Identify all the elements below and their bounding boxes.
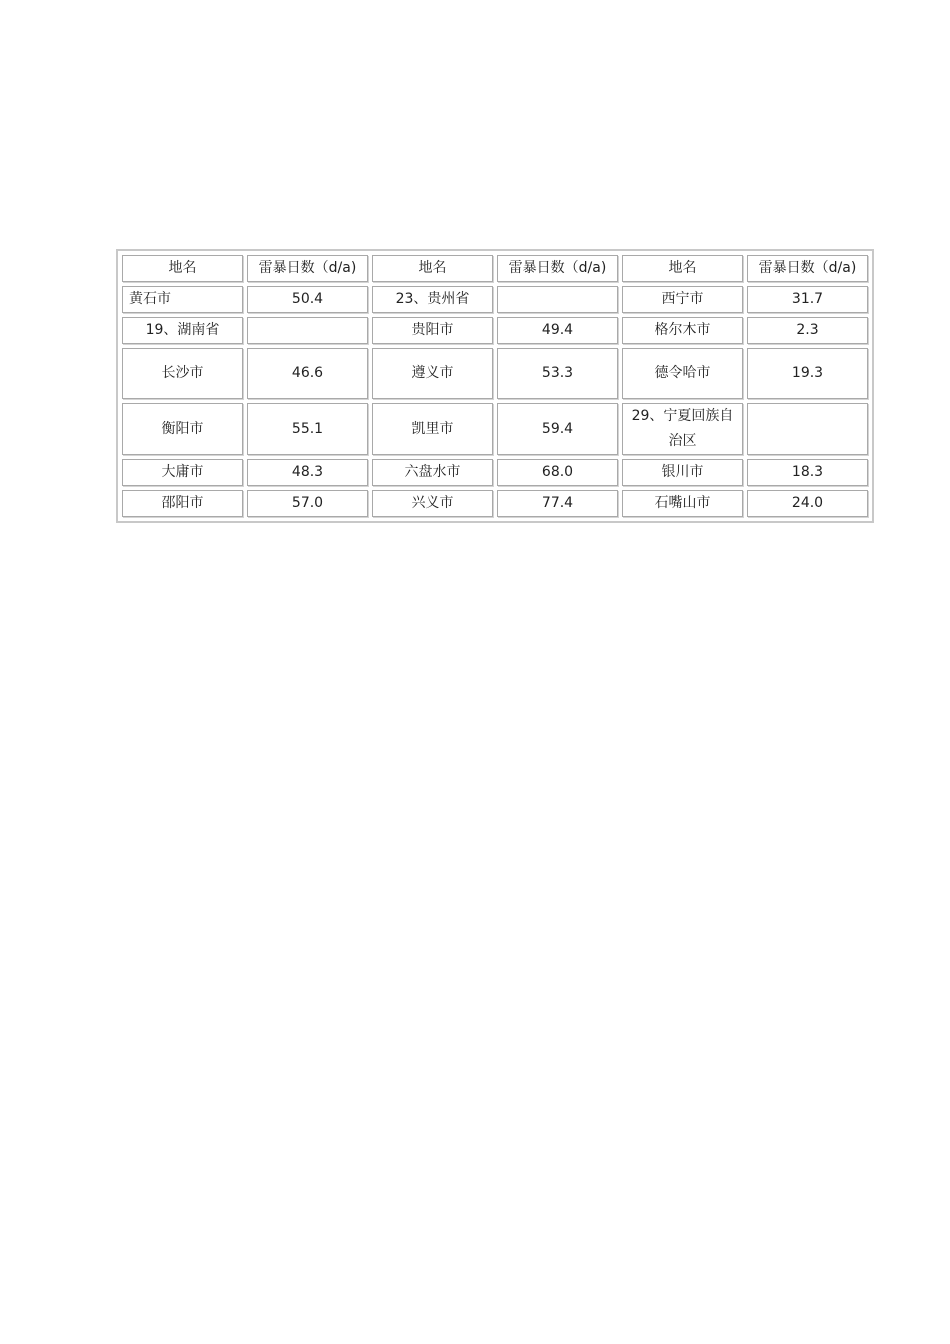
thunder-days-cell: 48.3 bbox=[247, 459, 368, 486]
table-row bbox=[122, 317, 868, 344]
thunder-days-cell: 57.0 bbox=[247, 490, 368, 517]
header-cell: 地名 bbox=[122, 255, 243, 282]
table-row bbox=[122, 459, 868, 486]
place-name-cell: 石嘴山市 bbox=[622, 490, 743, 517]
thunder-days-cell: 59.4 bbox=[497, 403, 618, 455]
place-name-cell: 六盘水市 bbox=[372, 459, 493, 486]
place-name-cell bbox=[122, 286, 243, 313]
thunderstorm-days-table bbox=[116, 249, 874, 523]
place-name-cell: 29、宁夏回族自治区 bbox=[622, 403, 743, 455]
table-row bbox=[122, 348, 868, 399]
place-name-cell: 邵阳市 bbox=[122, 490, 243, 517]
table-row bbox=[122, 403, 868, 455]
header-cell: 地名 bbox=[372, 255, 493, 282]
thunder-days-cell: 53.3 bbox=[497, 348, 618, 399]
table-body bbox=[122, 255, 868, 517]
thunder-days-cell: 68.0 bbox=[497, 459, 618, 486]
header-cell: 雷暴日数（d/a) bbox=[497, 255, 618, 282]
table-row bbox=[122, 286, 868, 313]
table-header-row bbox=[122, 255, 868, 282]
thunder-days-cell: 46.6 bbox=[247, 348, 368, 399]
header-cell: 雷暴日数（d/a) bbox=[747, 255, 868, 282]
place-name-cell: 凯里市 bbox=[372, 403, 493, 455]
thunder-days-cell bbox=[497, 286, 618, 313]
section-label: 黄石市 bbox=[129, 291, 171, 307]
place-name-cell: 遵义市 bbox=[372, 348, 493, 399]
place-name-cell: 23、贵州省 bbox=[372, 286, 493, 313]
header-cell: 雷暴日数（d/a) bbox=[247, 255, 368, 282]
place-name-cell: 贵阳市 bbox=[372, 317, 493, 344]
place-name-cell: 银川市 bbox=[622, 459, 743, 486]
table-row bbox=[122, 490, 868, 517]
thunder-days-cell: 77.4 bbox=[497, 490, 618, 517]
header-cell: 地名 bbox=[622, 255, 743, 282]
thunder-days-cell: 55.1 bbox=[247, 403, 368, 455]
thunder-days-cell: 49.4 bbox=[497, 317, 618, 344]
thunder-days-cell: 2.3 bbox=[747, 317, 868, 344]
place-name-cell: 衡阳市 bbox=[122, 403, 243, 455]
place-name-cell: 德令哈市 bbox=[622, 348, 743, 399]
thunder-days-cell bbox=[247, 317, 368, 344]
thunder-days-cell bbox=[747, 403, 868, 455]
place-name-cell: 长沙市 bbox=[122, 348, 243, 399]
thunder-days-cell: 50.4 bbox=[247, 286, 368, 313]
place-name-cell: 19、湖南省 bbox=[122, 317, 243, 344]
place-name-cell: 格尔木市 bbox=[622, 317, 743, 344]
place-name-cell: 西宁市 bbox=[622, 286, 743, 313]
thunder-days-cell: 19.3 bbox=[747, 348, 868, 399]
thunder-days-cell: 18.3 bbox=[747, 459, 868, 486]
thunder-days-cell: 31.7 bbox=[747, 286, 868, 313]
place-name-cell: 兴义市 bbox=[372, 490, 493, 517]
place-name-cell: 大庸市 bbox=[122, 459, 243, 486]
thunder-days-cell: 24.0 bbox=[747, 490, 868, 517]
